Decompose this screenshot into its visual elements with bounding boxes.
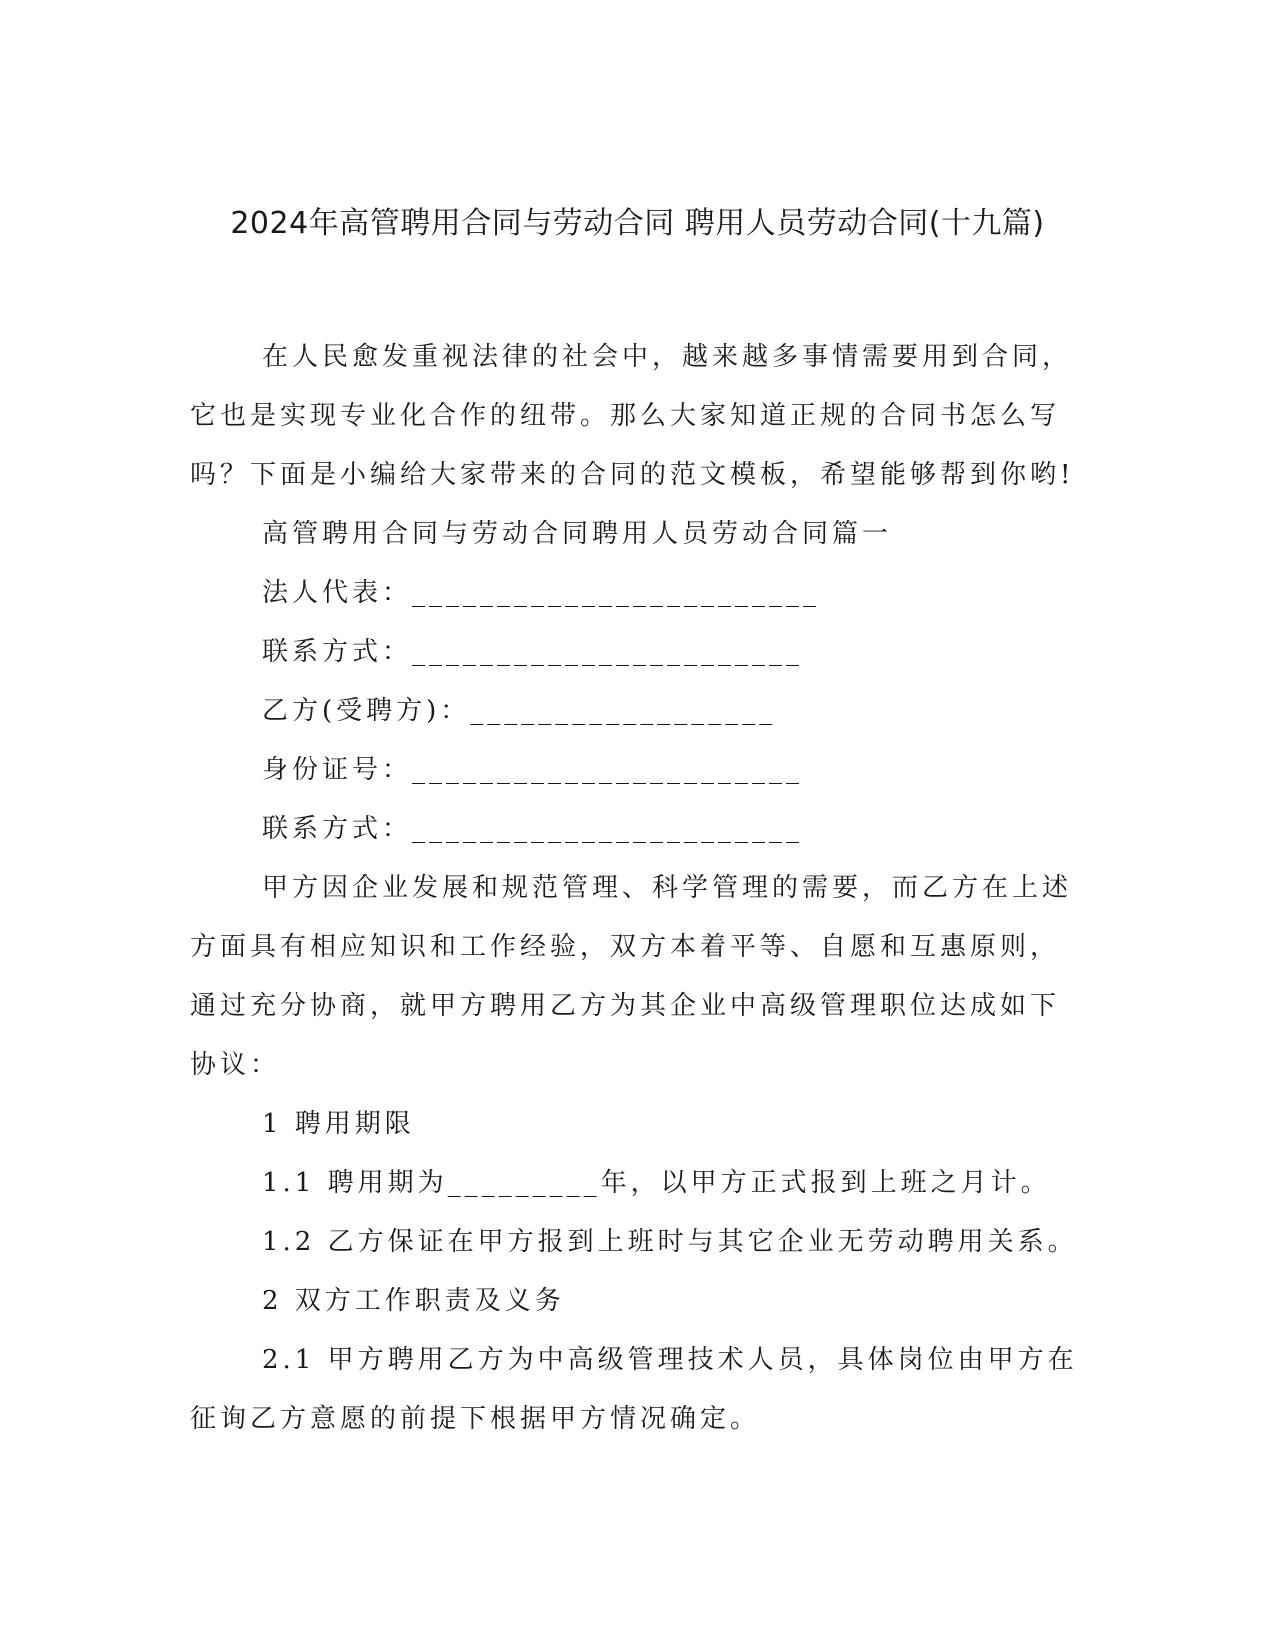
field-blank: _______________________	[412, 814, 804, 844]
section-title: 高管聘用合同与劳动合同聘用人员劳动合同篇一	[262, 519, 893, 549]
heading-duties: 2 双方工作职责及义务	[262, 1286, 565, 1316]
field-contact-b	[190, 800, 1080, 859]
document-title: 2024年高管聘用合同与劳动合同 聘用人员劳动合同(十九篇)	[230, 206, 1045, 241]
field-blank: _______________________	[412, 637, 804, 667]
clause-blank: _________	[447, 1168, 601, 1198]
intro-paragraph: 在人民愈发重视法律的社会中，越来越多事情需要用到合同，它也是实现专业化合作的纽带。那么大家知道正规的合同书怎么写吗？下面是小编给大家带来的合同的范文模板，希望能够帮到你哟!	[190, 342, 1075, 490]
heading-employment-term: 1 聘用期限	[262, 1109, 415, 1139]
clause-prefix: 1.1 聘用期为	[262, 1168, 448, 1198]
field-label: 身份证号：	[262, 755, 413, 785]
clause-2-1: 2.1 甲方聘用乙方为中高级管理技术人员，具体岗位由甲方在征询乙方意愿的前提下根据甲方情况确定。	[190, 1345, 1078, 1434]
field-label: 联系方式：	[262, 637, 413, 667]
clause-1-2: 1.2 乙方保证在甲方报到上班时与其它企业无劳动聘用关系。	[262, 1227, 1078, 1257]
field-blank: _______________________	[412, 755, 804, 785]
field-blank: ________________________	[412, 578, 821, 608]
clause-1-1	[190, 1154, 1080, 1213]
field-blank: __________________	[470, 696, 777, 726]
field-party-b	[190, 682, 1080, 741]
field-contact-a	[190, 623, 1080, 682]
field-label: 乙方(受聘方)：	[262, 696, 471, 726]
agreement-paragraph: 甲方因企业发展和规范管理、科学管理的需要，而乙方在上述方面具有相应知识和工作经验，双方本着平等、自愿和互惠原则，通过充分协商，就甲方聘用乙方为其企业中高级管理职位达成如下协议：	[190, 873, 1073, 1080]
document-body	[190, 328, 1080, 1449]
field-id-number	[190, 741, 1080, 800]
field-label: 联系方式：	[262, 814, 413, 844]
clause-suffix: 年，以甲方正式报到上班之月计。	[600, 1168, 1051, 1198]
field-label: 法人代表：	[262, 578, 413, 608]
field-legal-representative	[190, 564, 1080, 623]
